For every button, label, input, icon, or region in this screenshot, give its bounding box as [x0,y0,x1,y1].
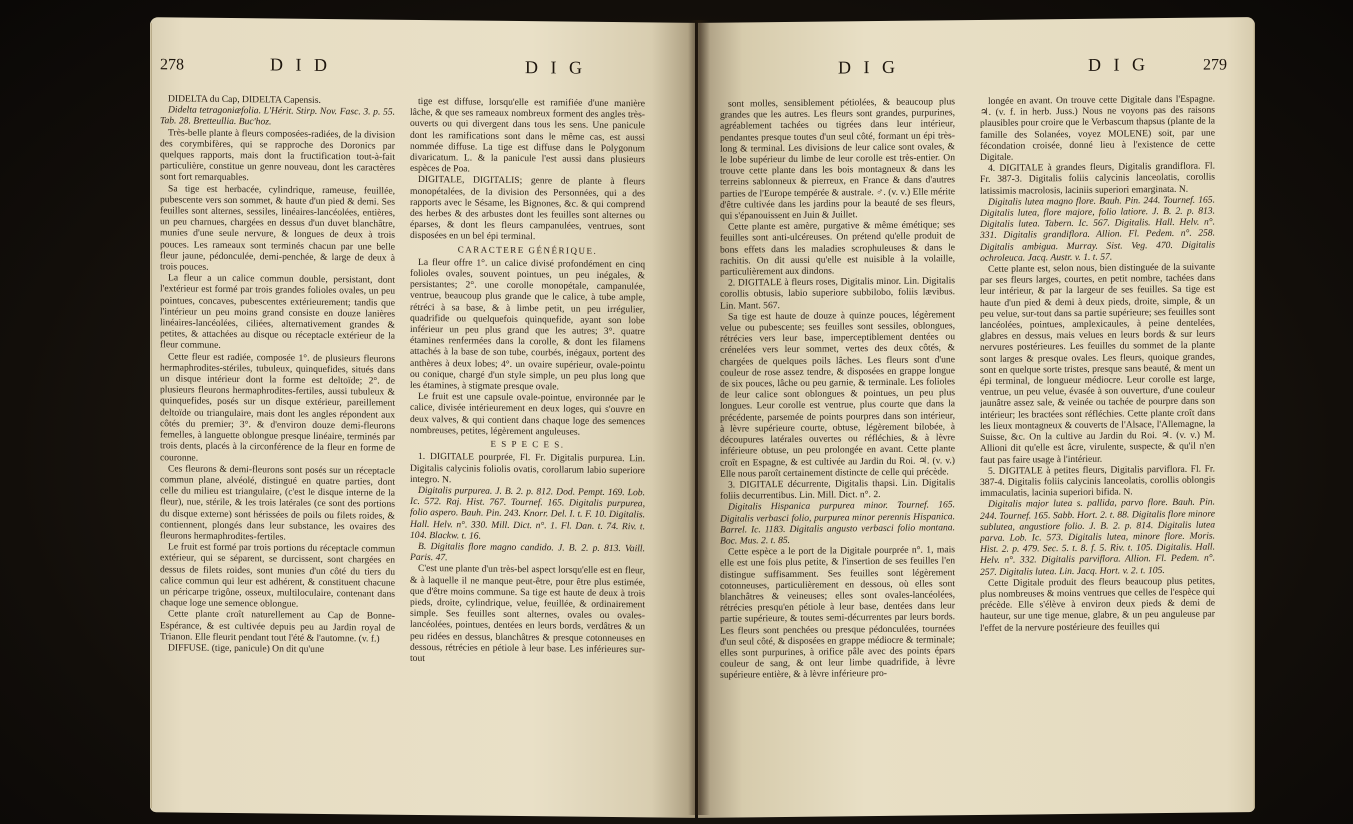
page-number: 278 [160,56,184,74]
left-page-number [160,53,184,79]
paragraph: La fleur offre 1°. un calice divisé profondément en cinq folioles ovales, souvent pointues, un peu inégales, & persistantes; 2°. une corolle monopétale, campanulée, ventrue, beaucoup plus grande que le calice, à tube ample, rétréci à sa base, & à limbe petit, un peu irrégulier, quadrifide ou quelquefois quinquefide, ayant son lobe inférieur un peu plus grand que les autres; 3°. quatre étamines renfermées dans la corolle, & dont les filamens attachés à la base de son tube, courbés, inégaux, portent des anthères à deux lobes; 4°. un ovaire supérieur, ovale-pointu ou conique, chargé d'un style simple, un peu plus long que les étamines, à stigmate presque ovale. [410,256,645,393]
paragraph: Digitalis lutea magno flore. Bauh. Pin. 244. Tournef. 165. Digitalis lutea, flore majore, folio latiore. J. B. 2. p. 813. Digitalis lutea. Tabern. Ic. 567. Digitalis. Hall. Helv. n°. 331. Digitalis grandiflora. Allion. Fl. Pedem. n°. 258. Digitalis ambigua. Murray. Sist. Veg. 470. Digitalis ochroleuca. Jacq. Austr. v. 1. t. 57. [980,194,1215,264]
right-page-number [1203,53,1227,79]
paragraph: Cette plante croît naturellement au Cap de Bonne-Espérance, & est cultivée depuis peu au Jardin royal de Trianon. Elle fleurit pendant tout l'été & l'automne. (v. f.) [160,608,395,645]
paragraph: DIFFUSE. (tige, panicule) On dit qu'une [168,642,325,655]
running-head-left: D I D [270,54,331,76]
running-head-right: D I G [525,57,586,78]
right-page-column-2 [980,94,1215,796]
paragraph: Cette plante est amère, purgative & même émétique; ses feuilles sont anti-ulcéreuses. On prétend qu'elle produit de bons effets dans les maladies scrophuleuses & dans le rachitis. On dit aussi qu'elle est nuisible à la volaille, particulièrement aux dindons. [720,219,955,278]
paragraph: Didelta tetragoniæfolia. L'Hérit. Stirp. Nov. Fasc. 3. p. 55. Tab. 28. Bretteullia. Buc'hoz. [160,104,395,128]
paragraph: Cette fleur est radiée, composée 1°. de plusieurs fleurons hermaphrodites-stériles, tubuleux, quinquefides, situés dans un disque intérieur dont la forme est deltoïde; 2°. de plusieurs fleurons hermaphrodites-fertiles, aussi tubuleux & quinquefides, posés sur un disque extérieur, pareillement deltoïde ou triangulaire, mais dont les angles répondent aux côtés du premier; 3°. & d'environ douze demi-fleurons femelles, à languette oblongue presque linéaire, terminés par trois dents, placés à la circonférence de la fleur en forme de couronne. [160,351,395,464]
paragraph: Cette Digitale produit des fleurs beaucoup plus petites, plus nombreuses & moins ventrues que celles de l'espèce qui précède. Elle s'élève à environ deux pieds & demi de hauteur, sur une tige menue, glabre, & un peu anguleuse par l'effet de la nervure postérieure des feuilles qui [980,575,1215,634]
section-heading: E S P E C E S. [490,438,565,450]
book-gutter [688,20,710,815]
paragraph: Cette plante est, selon nous, bien distinguée de la suivante par ses fleurs larges, courtes, en petit nombre, tachées dans leur intérieur, & par la largeur de ses feuilles. Sa tige est haute d'un pied & demi à deux pieds, droite, simple, & un peu velue, sur-tout dans sa partie supérieure; ses feuilles sont lancéolées, pointues, amplexicaules, à peine dentelées, glabres en dessus, mais velues en leurs bords & sur leurs nervures postérieures. Les feuilles du sommet de la plante sont larges & presque ovales. Les fleurs, quoique grandes, sont en quelque sorte tristes, presque sans beauté, & ment un épi terminal, de longueur médiocre. Leur corolle est large, ventrue, un peu velue, évasée à son ouverture, d'une couleur jaunâtre assez sale, & veinée ou tachée de pourpre dans son intérieur; les bractées sont réfléchies. Cette plante croît dans les lieux montagneux & couverts de l'Alsace, l'Allemagne, la Suisse, &c. On la cultive au Jardin du Roi. ♃. (v. v.) M. Allioni dit qu'elle est âcre, virulente, suspecte, & qu'il n'en faut pas faire usage à l'intérieur. [980,261,1215,466]
paragraph: DIDELTA du Cap, DIDELTA Capensis. [168,93,321,106]
left-page-column-1 [160,93,395,795]
open-book [150,20,1255,815]
paragraph: Sa tige est herbacée, cylindrique, rameuse, feuillée, pubescente vers son sommet, & haute d'un pied & demi. Ses feuilles sont alternes, sessiles, linéaires-lancéolées, entières, un peu charnues, chargées en dessus d'un duvet blanchâtre, munies d'une seule nervure, & longues de deux à trois pouces. Les rameaux sont terminés chacun par une belle fleur jaune, pédonculée, demi-penchée, & large de deux à trois pouces. [160,182,395,273]
paragraph: Digitalis purpurea. J. B. 2. p. 812. Dod. Pempt. 169. Lob. Ic. 572. Raj. Hist. 767. Tournef. 165. Digitalis purpurea, folio aspero. Bauh. Pin. 243. Knorr. Del. I. t. F. 10. Digitalis. Hall. Helv. n°. 330. Mill. Dict. n°. 1. Fl. Dan. t. 74. Riv. t. 104. Blackw. t. 16. [410,484,645,542]
left-page-edges [150,23,152,808]
right-page [698,17,1255,818]
paragraph: Sa tige est haute de douze à quinze pouces, légèrement velue ou pubescente; ses feuilles sont sessiles, oblongues, rétrécies vers leur base, imperceptiblement dentées ou crénelées vers leur sommet, vertes des deux côtés, & chargées de quelques poils lâches. Les fleurs sont d'une couleur de rose assez tendre, & disposées en grappe longue de six pouces, lâche ou peu garnie, & terminale. Les folioles de leur calice sont oblongues & pointues, un peu plus longues. Leur corolle est ventrue, plus courte que dans la précédente, parsemée de points pourpres dans son intérieur, à lèvre supérieure courte, obtuse, légèrement bilobée, à découpures latérales ouvertes ou réfléchies, & à lèvre inférieure obtuse, un peu prolongée en avant. Cette plante croît en Espagne, & est cultivée au Jardin du Roi. ♃. (v. v.) Elle nous paroît certainement distincte de celle qui précède. [720,309,955,480]
right-page-column-1 [720,96,955,798]
paragraph: sont molles, sensiblement pétiolées, & beaucoup plus grandes que les autres. Les fleurs sont grandes, purpurines, agréablement tachées ou tigrées dans leur intérieur, pendantes presque toutes d'un seul côté, formant un épi très-long & terminal. Les divisions de leur calice sont ovales, & le lobe supérieur du limbe de leur corolle est très-entier. On trouve cette plante dans les bois montagneux & dans les terreins sablonneux & pierreux, en France & dans d'autres parties de l'Europe tempérée & australe. ♂. (v. v.) Elle mérite d'être cultivée dans les jardins pour la beauté de ses fleurs, qui s'épanouissent en Juin & Juillet. [720,96,955,222]
paragraph: La fleur a un calice commun double, persistant, dont l'extérieur est formé par trois grandes folioles ovales, un peu pointues, concaves, pubescentes extérieurement; tandis que l'intérieur un peu moins grand consiste en douze lanières linéaires-lancéolées, ciliées, alternativement grandes & petites, & attachées au disque ou réceptacle extérieur de la fleur commune. [160,272,395,352]
paragraph: Digitalis Hispanica purpurea minor. Tournef. 165. Digitalis verbasci folio, purpurea minor perennis Hispanica. Barrel. Ic. 1183. Digitalis angusto verbasci folio montana. Boc. Mus. 2. t. 85. [720,499,955,547]
section-heading: CARACTERE GÉNÉRIQUE. [457,244,598,256]
running-head-left: D I G [838,56,899,78]
paragraph: Le fruit est formé par trois portions du réceptacle commun extérieur, qui se séparent, se durcissent, sont chargées en dessus de filets roides, sont munies d'un côté du tiers du calice commun qui leur est adhérent, & constituent chacune un péricarpe trigône, osseux, multiloculaire, contenant dans chaque loge une semence oblongue. [160,541,395,610]
paragraph: Digitalis major lutea s. pallida, parvo flore. Bauh. Pin. 244. Tournef. 165. Sabb. Hort. 2. t. 88. Digitalis flore minore sublutea, angustiore folio. J. B. 2. p. 814. Digitalis lutea parva. Lob. Ic. 573. Digitalis lutea, minore flore. Moris. Hist. 2. p. 479. Sec. 5. t. 8. f. 5. Riv. t. 105. Digitalis. Hall. Helv. n°. 332. Digitalis parviflora. Allion. Fl. Pedem. n°. 257. Digitalis lutea. Lin. Jacq. Hort. v. 2. t. 105. [980,496,1215,578]
paragraph: DIGITALE, DIGITALIS; genre de plante à fleurs monopétalées, de la division des Personnées, qui a des rapports avec le Sésame, les Bignones, &c. & qui comprend des herbes & des arbustes dont les feuilles sont alternes ou éparses, & dont les fleurs campanulées, ventrues, sont disposées en un bel épi terminal. [410,174,645,243]
paragraph: 5. DIGITALE à petites fleurs, Digitalis parviflora. Fl. Fr. 387-4. Digitalis foliis calycinis lanceolatis, corollis oblongis immaculatis, lacinia superiori bifida. N. [980,463,1215,500]
paragraph: 2. DIGITALE à fleurs roses, Digitalis minor. Lin. Digitalis corollis obtusis, labio superiore subbilobo, foliis lævibus. Lin. Mant. 567. [720,275,955,312]
page-number: 279 [1203,56,1227,74]
paragraph: 1. DIGITALE pourprée, Fl. Fr. Digitalis purpurea. Lin. Digitalis calycinis foliolis ovatis, corollarum labio superiore integro. N. [410,451,645,486]
paragraph: Le fruit est une capsule ovale-pointue, environnée par le calice, divisée intérieurement en deux loges, qui s'ouvre en deux valves, & qui contient dans chaque loge des semences nombreuses, petites, légèrement anguleuses. [410,391,645,438]
paragraph: C'est une plante d'un très-bel aspect lorsqu'elle est en fleur, & à laquelle il ne manque peut-être, pour être plus estimée, que d'être moins commune. Sa tige est haute de deux à trois pieds, droite, cylindrique, velue, feuillée, & ordinairement simple. Ses feuilles sont alternes, ovales ou ovales-lancéolées, pointues, dentées en leurs bords, verdâtres & un peu ridées en dessus, blanchâtres & presque cotonneuses en dessous, rétrécies en pétiole à leur base. Les inférieures sur-tout [410,563,645,664]
left-page-column-2 [410,96,645,798]
left-page [150,17,695,818]
paragraph: tige est diffuse, lorsqu'elle est ramifiée d'une manière lâche, & que ses rameaux nombreux forment des angles très-ouverts ou qui divergent dans tous les sens. Une panicule dont les ramifications sont dans le même cas, est aussi nommée diffuse. La tige est diffuse dans le Polygonum divaricatum. L. & la panicule l'est aussi dans plusieurs espèces de Poa. [410,95,645,175]
paragraph: Ces fleurons & demi-fleurons sont posés sur un réceptacle commun plane, alvéolé, distingué en quatre parties, dont celle du milieu est triangulaire, (c'est le disque interne de la fleur), nue, stérile, & les trois latérales (ce sont des portions du disque externe) sont hérissées de poils ou filets roides, & contiennent, plongés dans leur substance, les ovaires des fleurons hermaphrodites-fertiles. [160,463,395,543]
paragraph: Très-belle plante à fleurs composées-radiées, de la division des corymbifères, qui se rapproche des Doronics par quelques rapports, mais dont la fructification tout-à-fait particulière, constitue un genre nouveau, dont les caractères sont fort remarquables. [160,126,395,184]
running-head-right: D I G [1088,54,1149,75]
paragraph: 3. DIGITALE décurrente, Digitalis thapsi. Lin. Digitalis foliis decurrentibus. Lin. Mill. Dict. n°. 2. [720,477,955,502]
paragraph: B. Digitalis flore magno candido. J. B. 2. p. 813. Vaill. Paris. 47. [410,540,645,564]
paragraph: longée en avant. On trouve cette Digitale dans l'Espagne. ♃. (v. f. in herb. Juss.) Nous ne voyons pas des raisons plausibles pour croire que le Verbascum thapsus (plante de la famille des Solanées, voyez MOLENE) soit, par une fécondation croisée, donné lieu à l'existence de cette Digitale. [980,93,1215,163]
paragraph: Cette espèce a le port de la Digitale pourprée n°. 1, mais elle est une fois plus petite, & l'insertion de ses feuilles l'en distingue suffisamment. Ses feuilles sont légèrement cotonneuses, particulièrement en dessous, où elles sont blanchâtres & veineuses; elles sont ovales-lancéolées, rétrécies presqu'en pétiole à leur base, dentées dans leur partie supérieure, & toutes semi-décurrentes par leurs bords. Les fleurs sont penchées ou presque pédonculées, tournées d'un seul côté, & disposées en grappe médiocre & terminale; elles sont purpurines, à orifice pâle avec des points épars couleur de sang, & ont leur limbe quadrifide, à lèvre supérieure entière, & à lèvre inférieure pro- [720,544,955,682]
paragraph: 4. DIGITALE à grandes fleurs, Digitalis grandiflora. Fl. Fr. 387-3. Digitalis foliis calycinis lanceolatis, corollis latissimis macrolosis, laciniis superiori emarginata. N. [980,160,1215,197]
right-page-edges [1253,23,1255,808]
